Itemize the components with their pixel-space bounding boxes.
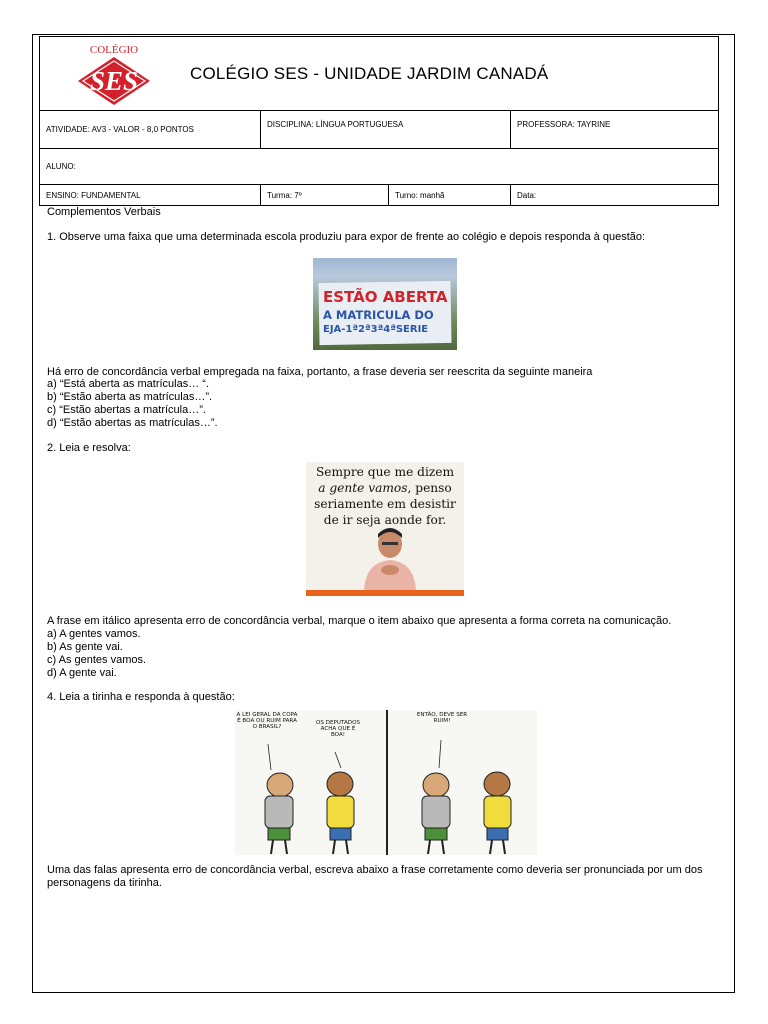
q2-prompt: 2. Leia e resolva: xyxy=(47,441,131,454)
q1-option-a: a) “Está aberta as matrículas… “. xyxy=(47,378,209,391)
comic-bubble-3: ENTÃO, DEVE SER RUIM! xyxy=(416,712,468,725)
data-field[interactable]: Data: xyxy=(511,185,719,206)
meme-line-2-italic: a gente vamos xyxy=(318,481,408,495)
meme-orange-bar xyxy=(306,590,464,596)
school-title: COLÉGIO SES - UNIDADE JARDIM CANADÁ xyxy=(190,64,549,83)
banner-line-3: EJA-1ª2ª3ª4ªSERIE xyxy=(323,324,429,335)
q1-option-d: d) “Estão abertas as matrículas…”. xyxy=(47,416,218,429)
meme-image xyxy=(306,462,464,596)
logo-top-text: COLÉGIO xyxy=(89,44,139,56)
q4-statement: Uma das falas apresenta erro de concordância verbal, escreva abaixo a frase corretamente como deveria ser pronunciada por um dos personagens da tirinha. xyxy=(47,864,703,889)
disciplina-cell: DISCIPLINA: LÍNGUA PORTUGUESA xyxy=(261,111,511,149)
ensino-cell: ENSINO: FUNDAMENTAL xyxy=(40,185,261,206)
turma-cell: Turma: 7º xyxy=(261,185,389,206)
q2-option-c: c) As gentes vamos. xyxy=(47,653,147,666)
atividade-cell: ATIVIDADE: AV3 - VALOR - 8,0 PONTOS xyxy=(40,111,261,149)
professora-cell: PROFESSORA: TAYRINE xyxy=(511,111,719,149)
q2-option-d: d) A gente vai. xyxy=(47,666,117,679)
banner-line-2: A MATRICULA DO xyxy=(323,308,434,322)
q2-statement: A frase em itálico apresenta erro de concordância verbal, marque o item abaixo que apresenta a forma correta na comunicação. xyxy=(47,615,672,628)
school-logo xyxy=(74,43,154,107)
meme-line-2-rest: , penso xyxy=(407,481,452,495)
logo-main-text: SES xyxy=(89,66,139,96)
meme-line-3: seriamente em desistir xyxy=(314,497,456,511)
q1-option-c: c) “Estão abertas a matrícula…”. xyxy=(47,403,206,416)
aluno-field[interactable]: ALUNO: xyxy=(40,149,719,185)
banner-photo xyxy=(313,258,457,350)
section-title: Complementos Verbais xyxy=(47,206,161,218)
header-table xyxy=(39,36,719,206)
q1-prompt: 1. Observe uma faixa que uma determinada escola produziu para expor de frente ao colégio e depois responda à questão: xyxy=(47,230,646,243)
banner-line-1: ESTÃO ABERTA xyxy=(323,288,448,306)
meme-text xyxy=(306,464,464,528)
header-logo-row xyxy=(40,37,719,111)
comic-bubble-2: OS DEPUTADOS ACHA QUE É BOA! xyxy=(315,720,361,739)
q4-prompt: 4. Leia a tirinha e responda à questão: xyxy=(47,691,235,704)
comic-drawings xyxy=(235,710,537,855)
q1-statement: Há erro de concordância verbal empregada na faixa, portanto, a frase deveria ser reescrita da seguinte maneira xyxy=(47,365,593,378)
meme-line-1: Sempre que me dizem xyxy=(315,465,455,479)
man-portrait xyxy=(360,528,420,590)
turno-cell: Turno: manhã xyxy=(389,185,511,206)
q2-option-a: a) A gentes vamos. xyxy=(47,628,141,641)
q2-option-b: b) As gente vai. xyxy=(47,640,123,653)
q1-option-b: b) “Estão aberta as matrículas…”. xyxy=(47,391,213,404)
meme-line-4: de ir seja aonde for. xyxy=(323,513,447,527)
comic-strip xyxy=(235,710,537,855)
comic-bubble-1: A LEI GERAL DA COPA É BOA OU RUIM PARA O BRASIL? xyxy=(236,712,298,731)
